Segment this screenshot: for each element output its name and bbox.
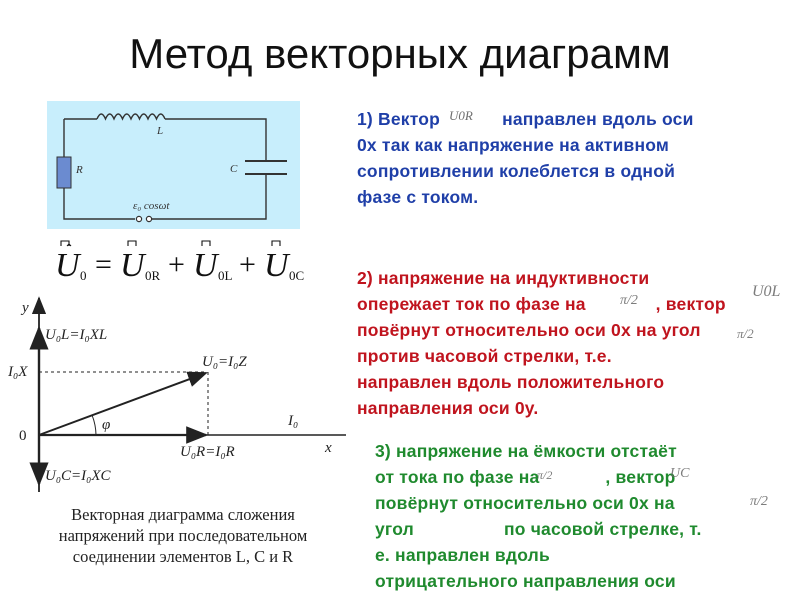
point2-line1: 2) напряжение на индуктивности bbox=[357, 268, 650, 288]
eq-plus2: + bbox=[239, 248, 256, 281]
point2-line2b: , вектор bbox=[655, 294, 726, 314]
diagram-caption bbox=[18, 504, 348, 567]
eq-sign: = bbox=[95, 248, 112, 281]
uc-symbol: UC bbox=[670, 466, 690, 481]
u0r-symbol: U0R bbox=[449, 108, 473, 123]
point2-line2a: опережает ток по фазе на bbox=[357, 294, 586, 314]
source-terminal-right bbox=[146, 216, 151, 221]
point3-line5: е. направлен вдоль bbox=[375, 545, 550, 565]
caption-line-3: соединении элементов L, C и R bbox=[72, 547, 294, 566]
vector-arrow-t2 bbox=[202, 241, 210, 246]
point2-line5: направлен вдоль положительного bbox=[357, 372, 665, 392]
origin-label: 0 bbox=[19, 428, 27, 444]
point3-line4a: угол bbox=[375, 519, 414, 539]
point2-line6: направления оси 0y. bbox=[357, 398, 539, 418]
point3-line3: повёрнут относительно оси 0x на bbox=[375, 493, 675, 513]
resistor bbox=[57, 157, 71, 188]
point-3 bbox=[375, 438, 790, 594]
vector-diagram bbox=[8, 292, 353, 497]
point3-line2a: от тока по фазе на bbox=[375, 467, 540, 487]
point-1 bbox=[357, 106, 787, 210]
point2-line4: против часовой стрелки, т.е. bbox=[357, 346, 612, 366]
u0l-symbol: U0L bbox=[752, 283, 781, 300]
point3-line4b: по часовой стрелке, т. bbox=[503, 519, 702, 539]
point3-line2b: , вектор bbox=[605, 467, 676, 487]
u0-vector bbox=[39, 373, 206, 435]
circuit-diagram bbox=[47, 101, 300, 229]
eq-plus1: + bbox=[168, 248, 185, 281]
eq-lhs-sub: 0 bbox=[80, 268, 87, 283]
point1-line4: фазе с током. bbox=[357, 187, 479, 207]
pi-half-symbol-3b: π/2 bbox=[750, 494, 768, 509]
point3-line6: отрицательного направления оси bbox=[375, 571, 676, 591]
eq-lhs: U bbox=[55, 247, 80, 284]
eq-term3: U bbox=[264, 247, 289, 284]
point1-line1b: направлен вдоль оси bbox=[502, 109, 694, 129]
eq-term1-sub: 0R bbox=[145, 268, 161, 283]
u0l-label: U₀L=I₀XL bbox=[45, 327, 108, 343]
point1-line2: 0x так как напряжение на активном bbox=[357, 135, 670, 155]
vector-arrow-lhs bbox=[61, 241, 71, 246]
pi-half-symbol-2b: π/2 bbox=[737, 326, 754, 341]
caption-line-2: напряжений при последовательном bbox=[58, 526, 308, 545]
vector-equation bbox=[40, 238, 340, 286]
eq-term1: U bbox=[120, 247, 145, 284]
y-axis-label: y bbox=[22, 300, 29, 316]
u0c-label: U₀C=I₀XC bbox=[45, 468, 111, 484]
u0-label: U₀=I₀Z bbox=[202, 354, 247, 370]
source-terminal-left bbox=[136, 216, 141, 221]
vector-arrow-t3 bbox=[272, 241, 280, 246]
x-axis-label: x bbox=[325, 440, 332, 456]
point-2 bbox=[357, 265, 787, 421]
resistor-label: R bbox=[76, 164, 83, 176]
u0r-label: U₀R=I₀R bbox=[180, 444, 235, 460]
point1-line3: сопротивлении колеблется в одной bbox=[357, 161, 676, 181]
i0-label: I₀ bbox=[288, 413, 299, 429]
pi-half-symbol-2a: π/2 bbox=[620, 293, 638, 308]
slide-title: Метод векторных диаграмм bbox=[129, 30, 671, 77]
eq-term3-sub: 0C bbox=[289, 268, 305, 283]
capacitor-label: C bbox=[230, 163, 238, 175]
point3-line1: 3) напряжение на ёмкости отстаёт bbox=[375, 441, 677, 461]
eq-term2-sub: 0L bbox=[218, 268, 233, 283]
caption-line-1: Векторная диаграмма сложения bbox=[71, 505, 295, 524]
circuit-background bbox=[47, 101, 300, 229]
point1-line1a: 1) Вектор bbox=[357, 109, 441, 129]
inductor-label: L bbox=[157, 125, 164, 137]
phi-label: φ bbox=[102, 417, 111, 433]
source-label: ε₀ cosωt bbox=[133, 200, 170, 212]
vector-arrow-t1 bbox=[128, 241, 136, 246]
eq-term2: U bbox=[193, 247, 218, 284]
phi-arc bbox=[92, 415, 96, 435]
point2-line3: повёрнут относительно оси 0x на угол bbox=[357, 320, 701, 340]
pi-half-symbol-3a: π/2 bbox=[537, 468, 553, 482]
i0x-label: I₀X bbox=[8, 364, 28, 380]
